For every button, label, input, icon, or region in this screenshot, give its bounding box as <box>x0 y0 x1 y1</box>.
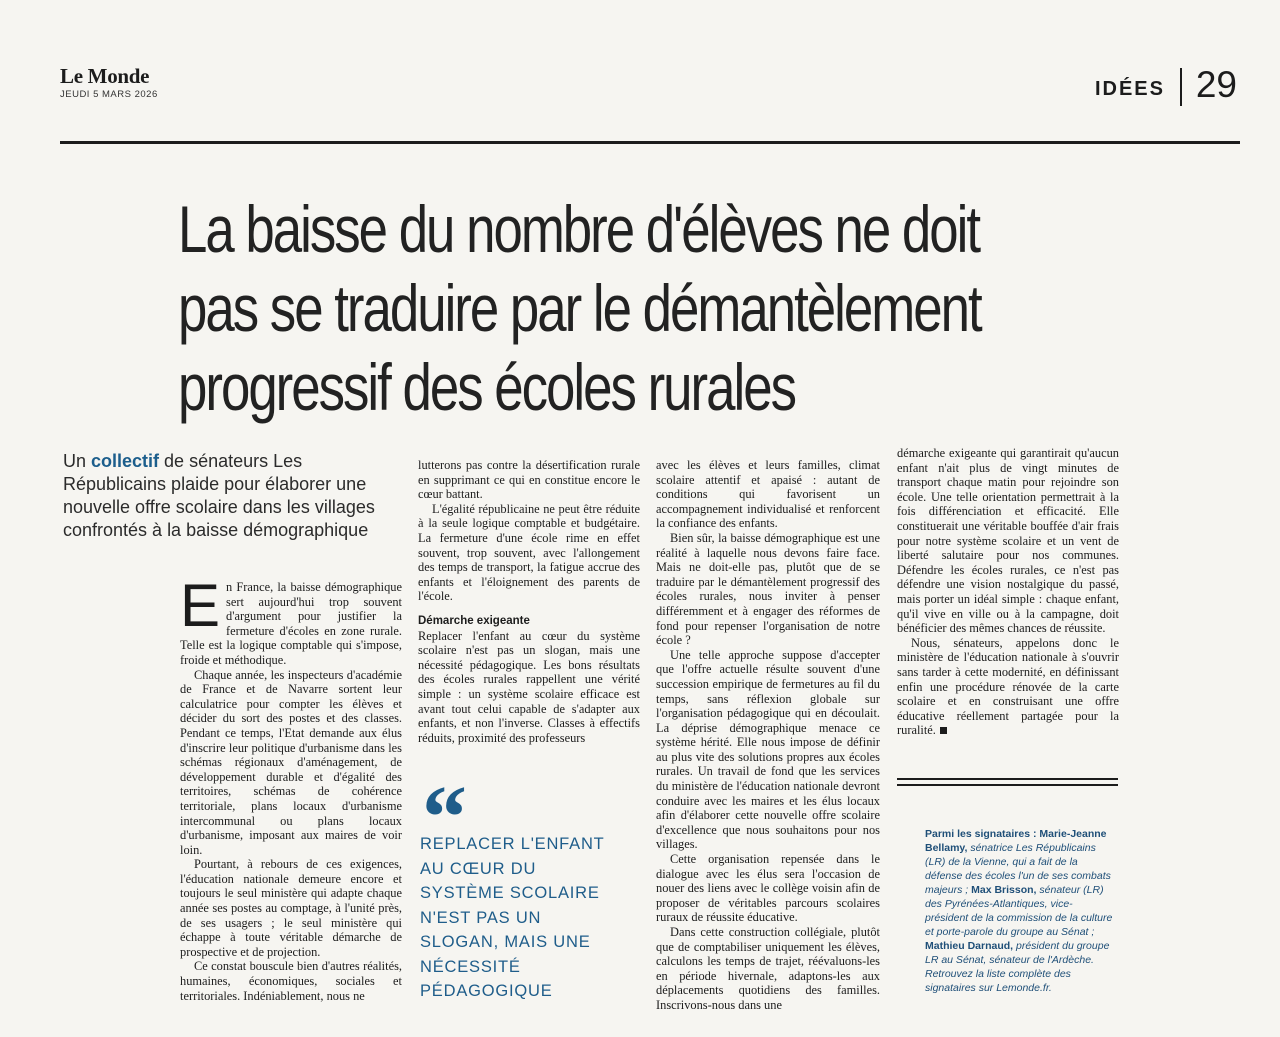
article-headline <box>178 190 1010 427</box>
lede-start: Un <box>63 451 92 471</box>
end-mark-icon <box>940 727 947 734</box>
paragraph: Chaque année, les inspecteurs d'académie de France et de Navarre sortent leur calculatrice pour compter les élèves et décider du sort des postes et des classes. Pendant ce temps, l'Etat demande aux élus d'inscrire leur politique d'urbanisme dans les schémas régionaux d'aménagement, de développement durable et d'égalité des territoires, schémas de cohérence territoriale, plans locaux d'urbanisme intercommunal ou plans locaux d'urbanisme, imposant aux maires de voir loin. <box>180 667 402 857</box>
header-rule <box>60 141 1240 144</box>
dropcap: E <box>180 572 221 639</box>
headline-line: La baisse du nombre d'élèves ne doit <box>178 192 980 266</box>
signatories-rule <box>897 784 1118 786</box>
paragraph <box>180 572 402 668</box>
paragraph-text: Nous, sénateurs, appelons donc le ministère de l'éducation nationale à s'ouvrir sans tarder à cette modernité, en définissant enfin une procédure rénovée de la carte scolaire et en construisant une offre éducative réellement partagée pour la ruralité. <box>897 635 1119 738</box>
article-column-3 <box>656 458 880 1013</box>
paragraph: Une telle approche suppose d'accepter que l'offre actuelle résulte souvent d'une succession empirique de fermetures au fil du temps, sans réflexion globale sur l'organisation pédagogique qui en découlait. La déprise démographique menace ce système hérité. Elle nous impose de définir au plus vite des solutions propres aux écoles rurales. Un travail de fond que les services du ministère de l'éducation nationale devront conduire avec les maires et les élus locaux afin d'élaborer cette nouvelle offre scolaire d'excellence que nous souhaitons pour nos villages. <box>656 647 880 852</box>
signatories-rule <box>897 778 1118 780</box>
signatory-name: Mathieu Darnaud, <box>925 940 1014 952</box>
section-label: IDÉES <box>1094 78 1165 100</box>
paragraph: Dans cette construction collégiale, plutôt que de comptabiliser uniquement les élèves, calculons les temps de trajet, réévaluons-les en période hivernale, adaptons-les aux déplacements quotidiens des familles. Inscrivons-nous dans une <box>656 925 880 1012</box>
subheading: Démarche exigeante <box>418 614 530 627</box>
newspaper-logo: Le Monde <box>60 64 150 88</box>
signatories-box <box>925 827 1115 995</box>
headline-line: pas se traduire par le démantèlement <box>178 271 981 345</box>
paragraph: L'égalité républicaine ne peut être réduite à la seule logique comptable et budgétaire. La fermeture d'une école rime en effet souvent, trop souvent, avec l'allongement des temps de transport, la fatigue accrue des enfants et l'éloignement des parents de l'école. <box>418 501 640 604</box>
quote-mark-icon: “ <box>422 768 467 867</box>
lede-keyword: collectif <box>91 451 160 471</box>
headline-line: progressif des écoles rurales <box>178 350 795 424</box>
signatory-desc: sénatrice Les Républicains (LR) de la Vienne, qui a fait de la défense des écoles l'un de ses combats majeurs ; <box>925 842 1111 896</box>
signatory-desc: président du groupe LR au Sénat, sénateur de l'Ardèche. Retrouvez la liste complète des signataires sur Lemonde.fr. <box>925 940 1110 994</box>
issue-date: JEUDI 5 MARS 2026 <box>60 89 158 100</box>
article-column-2 <box>418 458 640 745</box>
page-number: 29 <box>1195 64 1237 105</box>
signatory-name: Max Brisson, <box>971 884 1037 896</box>
paragraph: Bien sûr, la baisse démographique est une réalité à laquelle nous devons faire face. Mais ne doit-elle pas, plutôt que de se traduire par le démantèlement progressif des écoles rurales, nous inviter à penser différemment et à engager des réformes de fond pour repenser l'organisation de notre école ? <box>656 530 880 648</box>
paragraph <box>897 636 1119 738</box>
signatory-desc: sénateur (LR) des Pyrénées-Atlantiques, vice-président de la commission de la culture et porte-parole du groupe au Sénat ; <box>925 884 1113 938</box>
paragraph: démarche exigeante qui garantirait qu'aucun enfant n'ait plus de vingt minutes de transport chaque matin pour rejoindre son école. Une telle orientation permettrait à la fois différenciation et efficacité. Elle constituerait une véritable bouffée d'air frais pour notre système scolaire et un vent de liberté salutaire pour nos communes. Défendre les écoles rurales, ce n'est pas défendre une vision nostalgique du passé, mais porter un idéal simple : chaque enfant, qu'il vive en ville ou à la campagne, doit bénéficier des mêmes chances de réussite. <box>897 446 1119 636</box>
pull-quote: REPLACER L'ENFANT AU CŒUR DU SYSTÈME SCOLAIRE N'EST PAS UN SLOGAN, MAIS UNE NÉCESSITÉ PÉDAGOGIQUE <box>420 835 605 1000</box>
article-column-4 <box>897 446 1119 738</box>
signatory-name: Parmi les signataires : Marie-Jeanne Bellamy, <box>925 828 1107 854</box>
paragraph: Cette organisation repensée dans le dialogue avec les élus sera l'occasion de nouer des liens avec le collège voisin afin de proposer de véritables parcours scolaires ruraux de réussite éducative. <box>656 852 880 925</box>
header-divider <box>1180 68 1182 106</box>
paragraph: lutterons pas contre la désertification rurale en supprimant ce qui en constitue encore le cœur battant. <box>418 458 640 502</box>
paragraph: Replacer l'enfant au cœur du système scolaire n'est pas un slogan, mais une nécessité pédagogique. Les bons résultats des écoles rurales rappellent une vérité simple : un système scolaire efficace est avant tout celui capable de s'adapter aux enfants, et non l'inverse. Classes à effectifs réduits, proximité des professeurs <box>418 628 640 745</box>
paragraph: Pourtant, à rebours de ces exigences, l'éducation nationale demeure encore et toujours le seul ministère qui adapte chaque année ses postes au comptage, à l'unité près, de ses usagers ; le seul ministère qui échappe à toute véritable démarche de prospective et de projection. <box>180 857 402 959</box>
paragraph: Ce constat bouscule bien d'autres réalités, humaines, économiques, sociales et territoriales. Indéniablement, nous ne <box>180 959 402 1003</box>
paragraph: avec les élèves et leurs familles, climat scolaire attentif et apaisé : autant de conditions qui favorisent un accompagnement individualisé et renforcent la confiance des enfants. <box>656 458 880 531</box>
lede-rest: de sénateurs Les Républicains plaide pour élaborer une nouvelle offre scolaire dans les villages confrontés à la baisse démographique <box>63 451 375 540</box>
article-lede <box>63 450 403 542</box>
article-column-1 <box>180 572 402 1003</box>
paragraph-text: n France, la baisse démographique sert aujourd'hui trop souvent d'argument pour justifier la fermeture d'écoles en zone rurale. Telle est la logique comptable qui s'impose, froide et méthodique. <box>180 580 402 667</box>
